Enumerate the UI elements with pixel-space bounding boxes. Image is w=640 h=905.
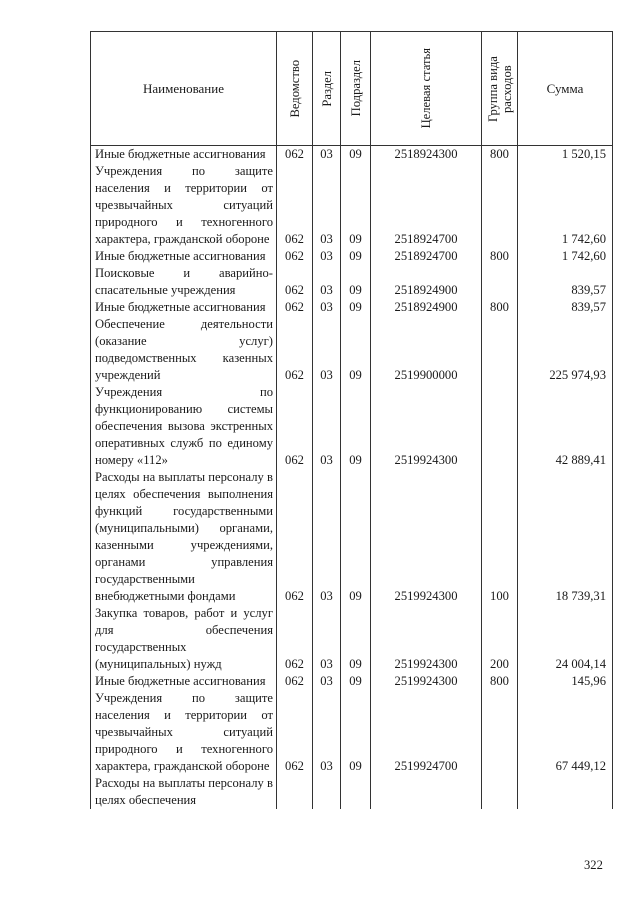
cell-name: Иные бюджетные ассигнования	[91, 299, 277, 316]
cell-subsection: 09	[341, 265, 371, 299]
cell-name: Обеспечение деятельности (оказание услуг) подведомственных казенных учреждений	[91, 316, 277, 384]
cell-name: Учреждения по защите населения и территории от чрезвычайных ситуаций природного и техногенного характера, гражданской обороне	[91, 690, 277, 775]
cell-expense-group	[482, 163, 518, 248]
cell-section: 03	[313, 299, 341, 316]
cell-amount: 18 739,31	[518, 469, 613, 605]
cell-department: 062	[277, 690, 313, 775]
cell-expense-group	[482, 265, 518, 299]
cell-name: Иные бюджетные ассигнования	[91, 673, 277, 690]
header-section	[313, 32, 341, 146]
table-row	[91, 265, 613, 299]
cell-section: 03	[313, 673, 341, 690]
cell-expense-group: 200	[482, 605, 518, 673]
cell-subsection: 09	[341, 690, 371, 775]
cell-expense-group: 800	[482, 673, 518, 690]
header-name: Наименование	[91, 32, 277, 146]
cell-target-article: 2519924300	[371, 673, 482, 690]
cell-subsection: 09	[341, 163, 371, 248]
cell-amount: 145,96	[518, 673, 613, 690]
header-expense-group	[482, 32, 518, 146]
cell-section: 03	[313, 605, 341, 673]
cell-expense-group	[482, 384, 518, 469]
cell-department: 062	[277, 673, 313, 690]
table-row	[91, 146, 613, 164]
cell-section: 03	[313, 248, 341, 265]
cell-department: 062	[277, 469, 313, 605]
cell-name: Закупка товаров, работ и услуг для обеспечения государственных (муниципальных) нужд	[91, 605, 277, 673]
cell-target-article: 2519900000	[371, 316, 482, 384]
cell-subsection: 09	[341, 673, 371, 690]
cell-subsection: 09	[341, 384, 371, 469]
cell-amount: 1 742,60	[518, 163, 613, 248]
cell-target-article	[371, 775, 482, 809]
cell-amount	[518, 775, 613, 809]
header-expense-group-label: Группа вида расходов	[485, 55, 514, 122]
cell-department: 062	[277, 299, 313, 316]
budget-table	[90, 31, 613, 809]
header-amount: Сумма	[518, 32, 613, 146]
cell-amount: 67 449,12	[518, 690, 613, 775]
table-row	[91, 384, 613, 469]
cell-subsection: 09	[341, 248, 371, 265]
cell-section: 03	[313, 384, 341, 469]
cell-section: 03	[313, 265, 341, 299]
cell-department: 062	[277, 163, 313, 248]
page-number: 322	[584, 858, 603, 872]
header-target-article-label: Целевая статья	[419, 48, 433, 129]
cell-amount: 42 889,41	[518, 384, 613, 469]
cell-department: 062	[277, 265, 313, 299]
cell-name: Учреждения по защите населения и территории от чрезвычайных ситуаций природного и техногенного характера, гражданской обороне	[91, 163, 277, 248]
table-row	[91, 299, 613, 316]
cell-target-article: 2519924700	[371, 690, 482, 775]
cell-target-article: 2518924900	[371, 299, 482, 316]
header-section-label: Раздел	[319, 70, 334, 107]
cell-department	[277, 775, 313, 809]
cell-expense-group	[482, 316, 518, 384]
cell-section: 03	[313, 163, 341, 248]
table-row	[91, 673, 613, 690]
header-row	[91, 32, 613, 146]
cell-department: 062	[277, 316, 313, 384]
header-department-label: Ведомство	[287, 59, 302, 118]
cell-expense-group: 100	[482, 469, 518, 605]
cell-amount: 24 004,14	[518, 605, 613, 673]
cell-target-article: 2519924300	[371, 384, 482, 469]
cell-subsection: 09	[341, 316, 371, 384]
header-subsection	[341, 32, 371, 146]
cell-section: 03	[313, 316, 341, 384]
table-row	[91, 690, 613, 775]
table-row	[91, 248, 613, 265]
header-target-article	[371, 32, 482, 146]
cell-department: 062	[277, 146, 313, 164]
cell-department: 062	[277, 384, 313, 469]
cell-department: 062	[277, 605, 313, 673]
table-row	[91, 775, 613, 809]
cell-department: 062	[277, 248, 313, 265]
cell-name: Иные бюджетные ассигнования	[91, 248, 277, 265]
table-row	[91, 316, 613, 384]
cell-target-article: 2518924700	[371, 248, 482, 265]
cell-amount: 839,57	[518, 265, 613, 299]
cell-name: Иные бюджетные ассигнования	[91, 146, 277, 164]
cell-target-article: 2518924900	[371, 265, 482, 299]
cell-section	[313, 775, 341, 809]
table-row	[91, 163, 613, 248]
table-row	[91, 605, 613, 673]
cell-amount: 225 974,93	[518, 316, 613, 384]
cell-subsection	[341, 775, 371, 809]
cell-section: 03	[313, 146, 341, 164]
cell-expense-group	[482, 775, 518, 809]
cell-section: 03	[313, 469, 341, 605]
header-subsection-label: Подраздел	[348, 60, 363, 117]
header-department	[277, 32, 313, 146]
cell-name: Расходы на выплаты персоналу в целях обеспечения выполнения функций государственными (муниципальными) органами, казенными учреждениями, органами управления государственными внебюджетными фондами	[91, 469, 277, 605]
cell-name: Учреждения по функционированию системы обеспечения вызова экстренных оперативных служб по единому номеру «112»	[91, 384, 277, 469]
cell-amount: 1 520,15	[518, 146, 613, 164]
cell-name: Поисковые и аварийно-спасательные учреждения	[91, 265, 277, 299]
cell-subsection: 09	[341, 146, 371, 164]
cell-target-article: 2518924300	[371, 146, 482, 164]
cell-amount: 839,57	[518, 299, 613, 316]
table-row	[91, 469, 613, 605]
cell-subsection: 09	[341, 299, 371, 316]
cell-expense-group: 800	[482, 248, 518, 265]
cell-expense-group	[482, 690, 518, 775]
cell-target-article: 2519924300	[371, 469, 482, 605]
cell-expense-group: 800	[482, 299, 518, 316]
cell-section: 03	[313, 690, 341, 775]
cell-subsection: 09	[341, 469, 371, 605]
cell-expense-group: 800	[482, 146, 518, 164]
cell-subsection: 09	[341, 605, 371, 673]
cell-target-article: 2518924700	[371, 163, 482, 248]
cell-target-article: 2519924300	[371, 605, 482, 673]
cell-name: Расходы на выплаты персоналу в целях обеспечения	[91, 775, 277, 809]
cell-amount: 1 742,60	[518, 248, 613, 265]
